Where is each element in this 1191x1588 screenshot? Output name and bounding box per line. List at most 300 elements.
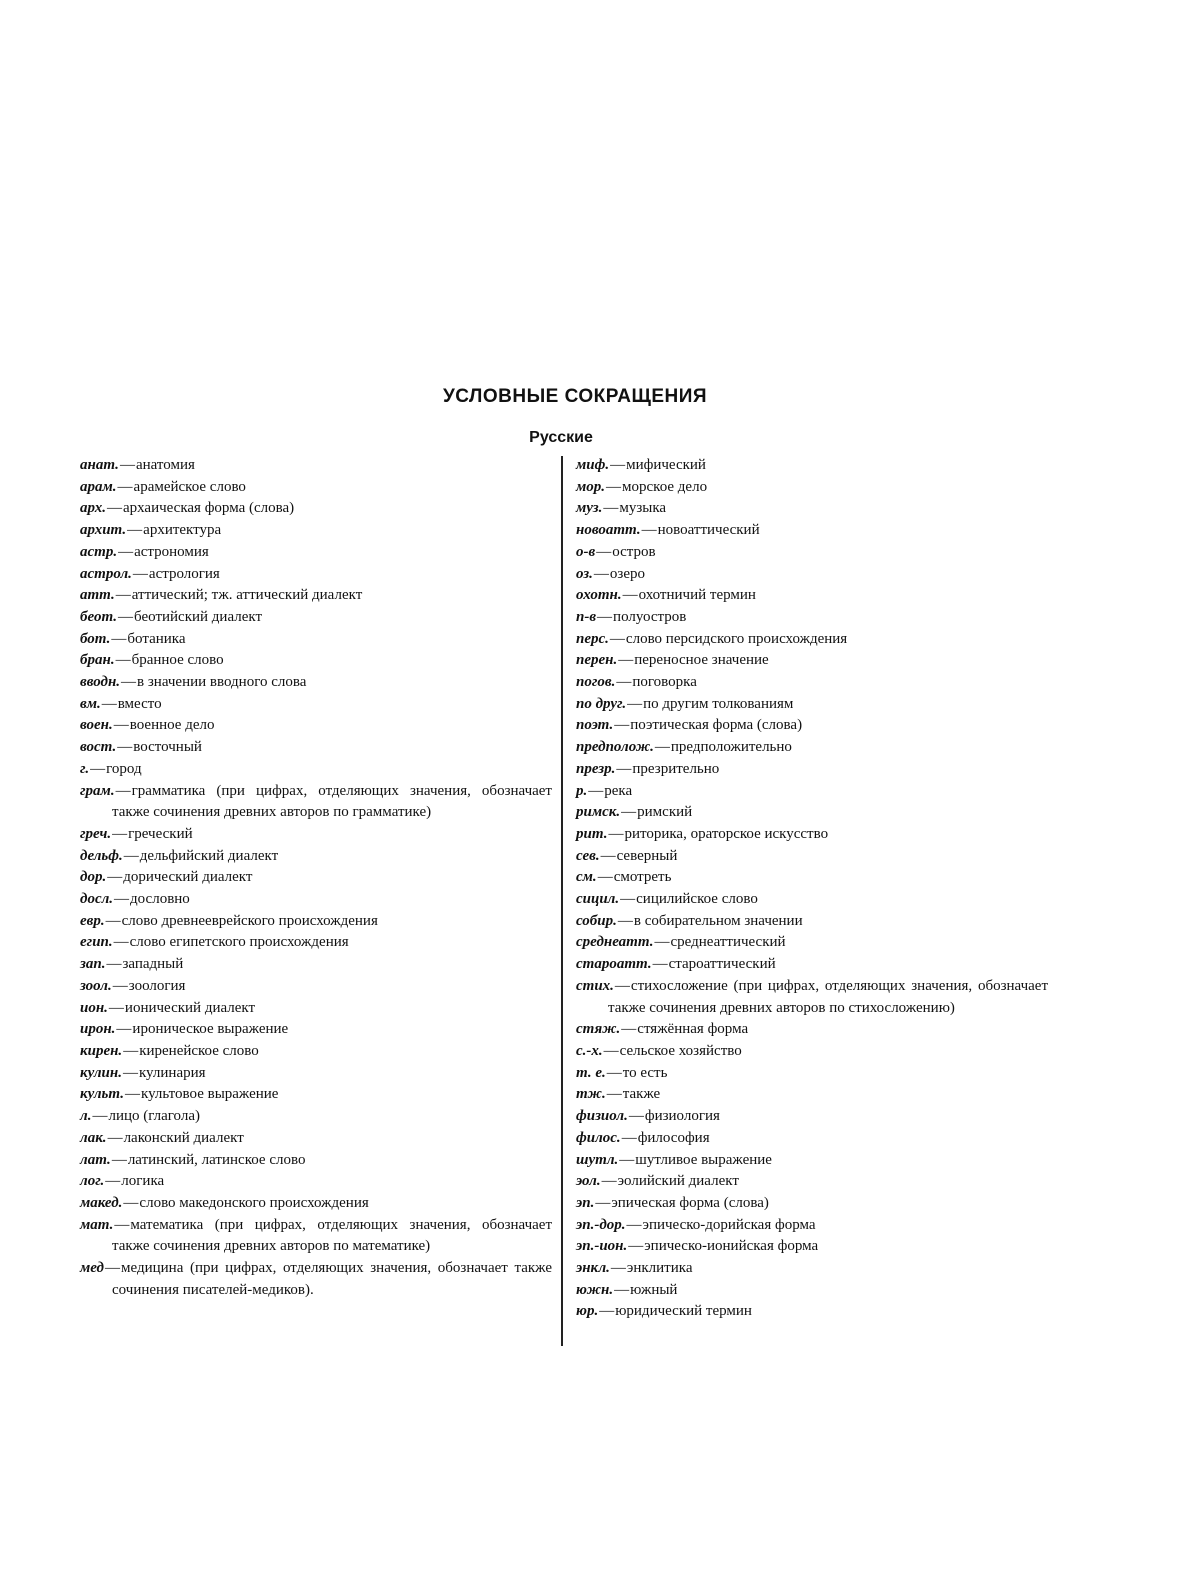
abbreviation: дор.	[80, 869, 107, 886]
meaning: также	[622, 1086, 661, 1103]
dash: —	[119, 457, 135, 473]
dash: —	[588, 782, 604, 799]
meaning: эпическая форма (слова)	[611, 1194, 769, 1211]
meaning: беотийский диалект	[134, 608, 263, 625]
abbreviation-entry	[80, 1193, 552, 1215]
abbreviation: мор.	[576, 478, 606, 495]
meaning: лицо (глагола)	[108, 1108, 200, 1125]
abbreviation: собир.	[576, 912, 617, 929]
dash: —	[112, 825, 128, 842]
meaning: энклитика	[626, 1260, 693, 1277]
dash: —	[614, 1281, 630, 1298]
dash: —	[628, 1238, 644, 1255]
abbreviation-entry	[576, 802, 1048, 824]
dash: —	[596, 543, 612, 560]
abbreviation-entry	[576, 542, 1048, 564]
dash: —	[608, 825, 624, 842]
abbreviation: презр.	[576, 760, 616, 777]
dash: —	[617, 912, 633, 929]
abbreviation: мед	[80, 1260, 105, 1277]
abbreviation: муз.	[576, 500, 603, 517]
abbreviation-entry	[80, 715, 552, 737]
dash: —	[111, 630, 127, 647]
abbreviation-entry	[80, 1106, 552, 1128]
abbreviation: арам.	[80, 478, 117, 495]
dash: —	[610, 1260, 626, 1277]
meaning: новоаттический	[657, 522, 760, 539]
abbreviation-entry	[80, 542, 552, 564]
abbreviation: вм.	[80, 695, 101, 712]
abbreviation-entry	[576, 846, 1048, 868]
dash: —	[614, 717, 630, 734]
dash: —	[106, 500, 122, 517]
abbreviation: погов.	[576, 674, 616, 691]
dash: —	[641, 522, 657, 539]
meaning: поговорка	[632, 674, 697, 691]
dash: —	[123, 847, 139, 864]
abbreviation: астр.	[80, 543, 118, 560]
meaning: староаттический	[668, 956, 776, 973]
dash: —	[105, 912, 121, 929]
abbreviation: вводн.	[80, 674, 121, 691]
meaning: астрономия	[134, 543, 209, 560]
abbreviation: кирен.	[80, 1042, 123, 1059]
abbreviation: староатт.	[576, 956, 652, 973]
meaning: дословно	[130, 891, 190, 908]
abbreviation-entry	[80, 1258, 552, 1301]
meaning: ироническое выражение	[132, 1021, 289, 1038]
dash: —	[606, 1064, 622, 1081]
meaning: река	[604, 782, 633, 799]
abbreviation-entry	[80, 998, 552, 1020]
meaning: физиология	[644, 1108, 720, 1125]
abbreviation-entry	[576, 1150, 1048, 1172]
dash: —	[621, 804, 637, 821]
meaning: стихосложение (при цифрах, отделяющих значения, обозначает также сочинения древних авторов по стихосложению)	[608, 977, 1048, 1016]
dash: —	[618, 652, 634, 669]
dash: —	[610, 457, 626, 473]
abbreviation: оз.	[576, 565, 593, 582]
dash: —	[616, 760, 632, 777]
dash: —	[609, 630, 625, 647]
meaning: военное дело	[129, 717, 215, 734]
abbreviation: астрол.	[80, 565, 132, 582]
abbreviation: эп.	[576, 1194, 595, 1211]
abbreviation-entry	[576, 455, 1048, 477]
dash: —	[113, 717, 129, 734]
dash: —	[620, 891, 636, 908]
dash: —	[117, 478, 133, 495]
dash: —	[123, 1042, 139, 1059]
dash: —	[108, 999, 124, 1016]
dash: —	[603, 1042, 619, 1059]
abbreviation-entry	[80, 1215, 552, 1258]
abbreviation-entry	[576, 564, 1048, 586]
abbreviation-entry	[80, 564, 552, 586]
meaning: архаическая форма (слова)	[122, 500, 295, 517]
abbreviation: см.	[576, 869, 597, 886]
meaning: шутливое выражение	[635, 1151, 772, 1168]
abbreviation-entry	[576, 672, 1048, 694]
abbreviation: римск.	[576, 804, 621, 821]
abbreviation: п-в	[576, 608, 597, 625]
abbreviation-entry	[576, 737, 1048, 759]
dash: —	[117, 739, 133, 756]
abbreviation: стяж.	[576, 1021, 621, 1038]
meaning: медицина (при цифрах, отделяющих значения, обозначает также сочинения писателей-медиков).	[112, 1260, 552, 1298]
abbreviation: беот.	[80, 608, 118, 625]
abbreviation-entry	[576, 1280, 1048, 1302]
abbreviation: тж.	[576, 1086, 606, 1103]
dash: —	[652, 956, 668, 973]
abbreviation-entry	[80, 976, 552, 998]
abbreviation: зоол.	[80, 977, 112, 994]
meaning: кулинария	[138, 1064, 206, 1081]
abbreviation: евр.	[80, 912, 105, 929]
dash: —	[115, 652, 131, 669]
meaning: смотреть	[613, 869, 672, 886]
dash: —	[113, 934, 129, 951]
abbreviation: новоатт.	[576, 522, 641, 539]
abbreviation-entry	[576, 976, 1048, 1019]
meaning: греческий	[128, 825, 193, 842]
abbreviation-entry	[576, 629, 1048, 651]
abbreviation: анат.	[80, 457, 119, 473]
dash: —	[105, 1173, 121, 1190]
abbreviation: ион.	[80, 999, 108, 1016]
meaning: римский	[637, 804, 693, 821]
abbreviation-entry	[576, 759, 1048, 781]
abbreviation-entry	[80, 759, 552, 781]
meaning: музыка	[619, 500, 667, 517]
meaning: архитектура	[143, 522, 222, 539]
dash: —	[654, 934, 670, 951]
meaning: сицилийское слово	[636, 891, 758, 908]
abbreviation: юр.	[576, 1303, 599, 1320]
dash: —	[622, 587, 638, 604]
abbreviation-entry	[80, 650, 552, 672]
meaning: морское дело	[622, 478, 708, 495]
abbreviation: эол.	[576, 1173, 601, 1190]
meaning: презрительно	[632, 760, 720, 777]
meaning: латинский, латинское слово	[127, 1151, 306, 1168]
dash: —	[114, 1216, 130, 1233]
abbreviation: г.	[80, 760, 90, 777]
meaning: слово египетского происхождения	[129, 934, 349, 951]
abbreviation-entry	[80, 607, 552, 629]
meaning: в собирательном значении	[633, 912, 803, 929]
dash: —	[593, 565, 609, 582]
abbreviation-entry	[80, 1084, 552, 1106]
abbreviation: атт.	[80, 587, 115, 604]
abbreviation: перс.	[576, 630, 609, 647]
meaning: слово древнееврейского происхождения	[121, 912, 378, 929]
meaning: охотничий термин	[638, 587, 756, 604]
abbreviation-entry	[80, 911, 552, 933]
dash: —	[600, 847, 616, 864]
abbreviation-entry	[576, 694, 1048, 716]
dash: —	[628, 1108, 644, 1125]
dash: —	[627, 695, 643, 712]
abbreviation-entry	[576, 650, 1048, 672]
abbreviation: мат.	[80, 1216, 114, 1233]
meaning: город	[106, 760, 142, 777]
abbreviation: вост.	[80, 739, 117, 756]
meaning: мифический	[626, 457, 706, 473]
abbreviation: р.	[576, 782, 588, 799]
abbreviation-entry	[576, 932, 1048, 954]
dash: —	[619, 1151, 635, 1168]
abbreviation: южн.	[576, 1281, 614, 1298]
meaning: полуостров	[613, 608, 687, 625]
abbreviation-entry	[80, 781, 552, 824]
abbreviation: о-в	[576, 543, 596, 560]
abbreviations-left-column	[80, 455, 552, 1301]
abbreviation: л.	[80, 1108, 92, 1125]
dash: —	[123, 1194, 139, 1211]
dash: —	[606, 478, 622, 495]
dash: —	[112, 977, 128, 994]
meaning: восточный	[133, 739, 202, 756]
dash: —	[597, 608, 613, 625]
meaning: ботаника	[127, 630, 186, 647]
abbreviation-entry	[576, 1236, 1048, 1258]
meaning: эолийский диалект	[617, 1173, 739, 1190]
abbreviation-entry	[80, 694, 552, 716]
meaning: аттический; тж. аттический диалект	[131, 587, 363, 604]
abbreviation-entry	[576, 1106, 1048, 1128]
dash: —	[125, 1086, 141, 1103]
abbreviation-entry	[576, 1041, 1048, 1063]
abbreviation: лог.	[80, 1173, 105, 1190]
abbreviation: арх.	[80, 500, 106, 517]
abbreviation-entry	[80, 889, 552, 911]
section-title: Русские	[529, 429, 593, 446]
abbreviation-entry	[576, 520, 1048, 542]
meaning: вместо	[117, 695, 162, 712]
dash: —	[106, 956, 122, 973]
meaning: астрология	[148, 565, 220, 582]
dash: —	[111, 1151, 127, 1168]
abbreviation-entry	[80, 932, 552, 954]
column-divider	[561, 456, 563, 1346]
dash: —	[626, 1216, 642, 1233]
abbreviation: зап.	[80, 956, 106, 973]
meaning: сельское хозяйство	[619, 1042, 742, 1059]
dash: —	[132, 565, 148, 582]
abbreviation: с.-х.	[576, 1042, 603, 1059]
abbreviation-entry	[576, 824, 1048, 846]
abbreviation-entry	[80, 954, 552, 976]
abbreviation-entry	[80, 629, 552, 651]
abbreviation-entry	[80, 498, 552, 520]
abbreviation-entry	[80, 1150, 552, 1172]
meaning: зоология	[128, 977, 186, 994]
abbreviation: греч.	[80, 825, 112, 842]
meaning: анатомия	[135, 457, 195, 473]
abbreviation-entry	[576, 1128, 1048, 1150]
meaning: в значении вводного слова	[137, 674, 307, 691]
abbreviation: стих.	[576, 977, 614, 994]
meaning: дорический диалект	[123, 869, 253, 886]
meaning: остров	[612, 543, 656, 560]
abbreviation-entry	[80, 824, 552, 846]
dash: —	[122, 1064, 138, 1081]
meaning: лаконский диалект	[123, 1129, 244, 1146]
abbreviation-entry	[80, 672, 552, 694]
abbreviation-entry	[576, 954, 1048, 976]
abbreviation-entry	[576, 607, 1048, 629]
abbreviation-entry	[80, 867, 552, 889]
abbreviation-entry	[576, 1084, 1048, 1106]
meaning: среднеаттический	[670, 934, 786, 951]
dash: —	[114, 891, 130, 908]
abbreviation-entry	[576, 585, 1048, 607]
abbreviation-entry	[80, 520, 552, 542]
abbreviation: воен.	[80, 717, 113, 734]
abbreviation: поэт.	[576, 717, 614, 734]
abbreviation: среднеатт.	[576, 934, 654, 951]
dash: —	[118, 543, 134, 560]
abbreviation-entry	[80, 737, 552, 759]
dash: —	[127, 522, 143, 539]
abbreviation: макед.	[80, 1194, 123, 1211]
abbreviation: охотн.	[576, 587, 622, 604]
abbreviation: миф.	[576, 457, 610, 473]
abbreviation-entry	[80, 455, 552, 477]
dash: —	[118, 608, 134, 625]
abbreviation: эп.-дор.	[576, 1216, 626, 1233]
meaning: математика (при цифрах, отделяющих значения, обозначает также сочинения древних авторов по математике)	[112, 1216, 552, 1255]
abbreviation-entry	[576, 1301, 1048, 1323]
abbreviation-entry	[576, 498, 1048, 520]
abbreviation-entry	[576, 867, 1048, 889]
dash: —	[621, 1129, 637, 1146]
abbreviations-right-column	[576, 455, 1048, 1323]
meaning: по другим толкованиям	[643, 695, 794, 712]
abbreviation: дельф.	[80, 847, 123, 864]
dash: —	[107, 869, 123, 886]
abbreviation-entry	[80, 1171, 552, 1193]
meaning: озеро	[609, 565, 645, 582]
abbreviation-entry	[576, 781, 1048, 803]
abbreviation-entry	[576, 1019, 1048, 1041]
dash: —	[101, 695, 117, 712]
dash: —	[107, 1129, 123, 1146]
meaning: риторика, ораторское искусство	[624, 825, 829, 842]
abbreviation: лак.	[80, 1129, 107, 1146]
meaning: поэтическая форма (слова)	[630, 717, 803, 734]
abbreviation-entry	[576, 889, 1048, 911]
meaning: северный	[616, 847, 678, 864]
abbreviation: по друг.	[576, 695, 627, 712]
dash: —	[616, 674, 632, 691]
meaning: арамейское слово	[133, 478, 246, 495]
page-title: УСЛОВНЫЕ СОКРАЩЕНИЯ	[442, 386, 708, 407]
abbreviation: лат.	[80, 1151, 111, 1168]
meaning: дельфийский диалект	[139, 847, 279, 864]
abbreviation: грам.	[80, 782, 115, 799]
meaning: слово персидского происхождения	[625, 630, 848, 647]
meaning: переносное значение	[634, 652, 769, 669]
abbreviation: бот.	[80, 630, 111, 647]
dash: —	[116, 1021, 132, 1038]
dash: —	[92, 1108, 108, 1125]
abbreviation-entry	[576, 715, 1048, 737]
meaning: слово македонского происхождения	[139, 1194, 369, 1211]
meaning: предположительно	[670, 739, 792, 756]
meaning: философия	[637, 1129, 710, 1146]
abbreviation-entry	[576, 911, 1048, 933]
abbreviation: перен.	[576, 652, 618, 669]
dash: —	[601, 1173, 617, 1190]
abbreviation: сицил.	[576, 891, 620, 908]
abbreviation-entry	[80, 1019, 552, 1041]
abbreviation-entry	[80, 1041, 552, 1063]
abbreviation: филос.	[576, 1129, 621, 1146]
dash: —	[595, 1194, 611, 1211]
abbreviation-entry	[576, 477, 1048, 499]
dash: —	[121, 674, 137, 691]
abbreviation-entry	[576, 1258, 1048, 1280]
abbreviation: досл.	[80, 891, 114, 908]
dash: —	[115, 782, 131, 799]
meaning: юридический термин	[615, 1303, 752, 1320]
meaning: эпическо-дорийская форма	[642, 1216, 816, 1233]
meaning: западный	[122, 956, 184, 973]
meaning: стяжённая форма	[637, 1021, 749, 1038]
dash: —	[599, 1303, 615, 1320]
dash: —	[603, 500, 619, 517]
meaning: культовое выражение	[141, 1086, 279, 1103]
dash: —	[606, 1086, 622, 1103]
meaning: ионический диалект	[124, 999, 256, 1016]
abbreviation: предполож.	[576, 739, 654, 756]
abbreviation: кулин.	[80, 1064, 122, 1081]
meaning: эпическо-ионийская форма	[644, 1238, 819, 1255]
dash: —	[614, 977, 630, 994]
abbreviation-entry	[80, 1128, 552, 1150]
abbreviation: шутл.	[576, 1151, 619, 1168]
meaning: южный	[630, 1281, 678, 1298]
abbreviation-entry	[576, 1215, 1048, 1237]
meaning: киренейское слово	[139, 1042, 259, 1059]
dash: —	[654, 739, 670, 756]
abbreviation-entry	[80, 846, 552, 868]
abbreviation: энкл.	[576, 1260, 610, 1277]
abbreviation-entry	[576, 1193, 1048, 1215]
meaning: бранное слово	[131, 652, 224, 669]
abbreviation: рит.	[576, 825, 608, 842]
dash: —	[105, 1260, 121, 1277]
abbreviation-entry	[576, 1063, 1048, 1085]
abbreviation: ирон.	[80, 1021, 116, 1038]
dash: —	[597, 869, 613, 886]
abbreviation-entry	[80, 477, 552, 499]
abbreviation: егип.	[80, 934, 113, 951]
dash: —	[621, 1021, 637, 1038]
abbreviation: архит.	[80, 522, 127, 539]
abbreviation: физиол.	[576, 1108, 628, 1125]
abbreviation: эп.-ион.	[576, 1238, 628, 1255]
abbreviation: культ.	[80, 1086, 125, 1103]
abbreviation-entry	[80, 585, 552, 607]
meaning: то есть	[622, 1064, 668, 1081]
abbreviation: сев.	[576, 847, 600, 864]
abbreviation-entry	[576, 1171, 1048, 1193]
dash: —	[115, 587, 131, 604]
abbreviation: бран.	[80, 652, 115, 669]
